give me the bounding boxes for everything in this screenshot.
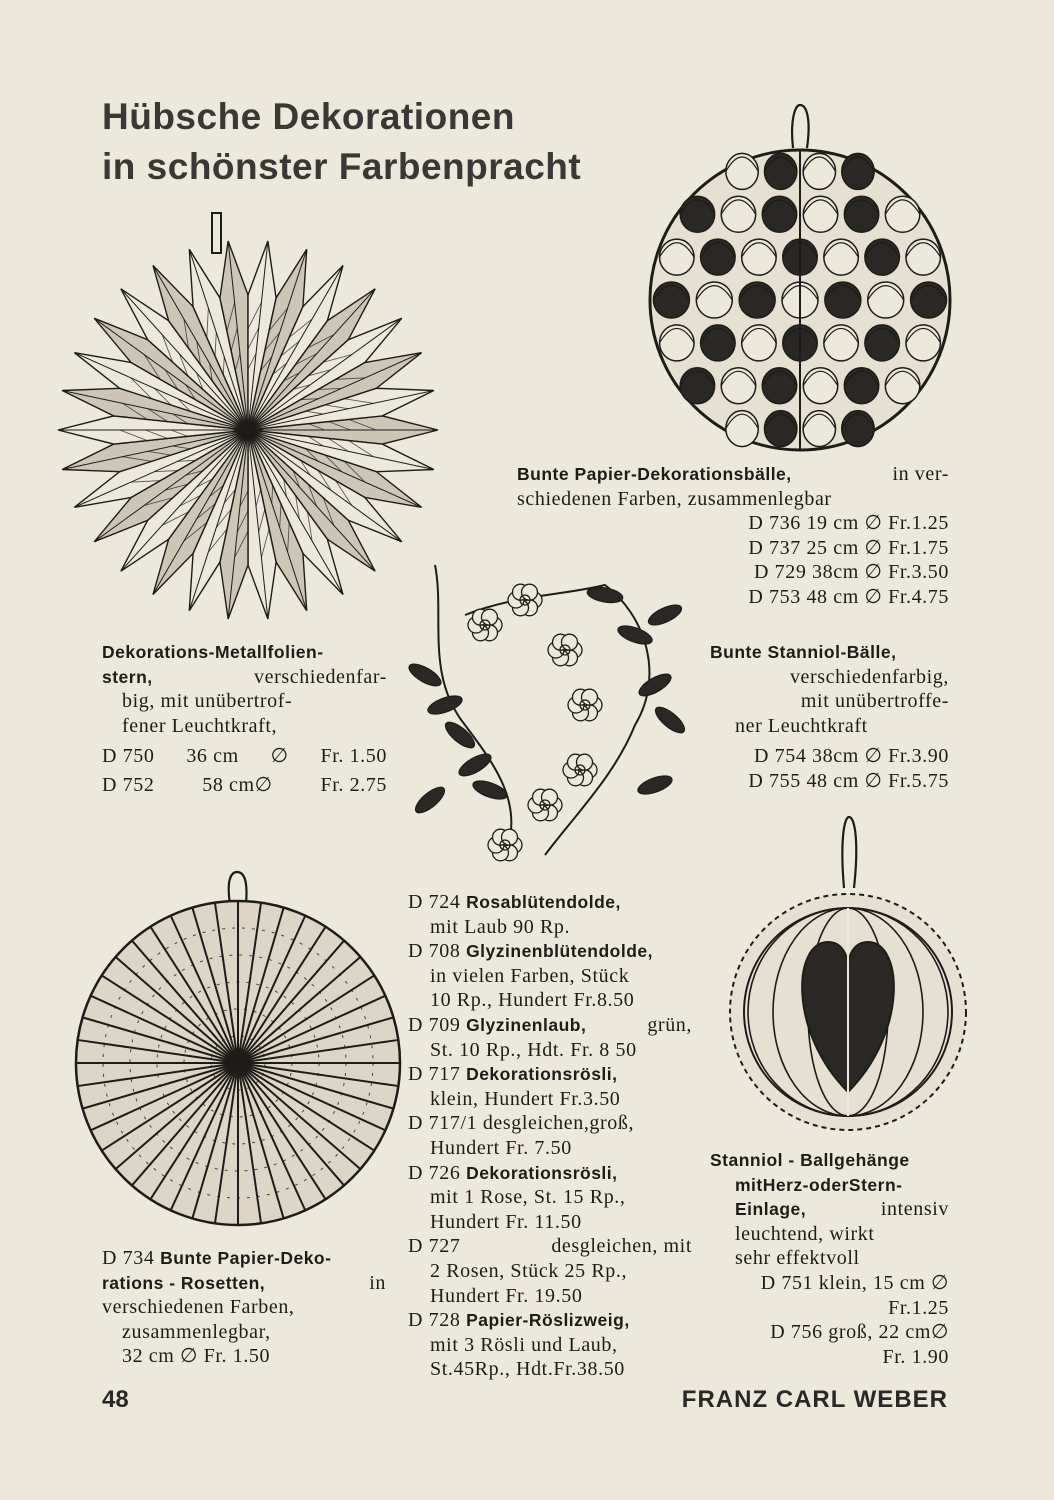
item-d708: [408, 939, 692, 1013]
item-text: 10 Rp., Hundert Fr.8.50: [430, 989, 635, 1012]
garland-leaf: [636, 670, 674, 700]
stanniolbaelle-line-2: verschiedenfarbig,: [789, 665, 949, 688]
star-hanger: [212, 213, 221, 253]
price-row-d751-price: Fr.1.25: [888, 1296, 949, 1319]
ballgehaenge-line-3: [710, 1197, 949, 1222]
item-text: St. 10 Rp., Hdt. Fr. 8 50: [430, 1038, 637, 1061]
item-text: desgleichen, mit: [551, 1235, 692, 1258]
ball-cell: [721, 368, 755, 404]
ball-hanger: [792, 105, 808, 148]
rosetten-name-end: rations - Rosetten,: [102, 1272, 266, 1293]
papierbaelle-description: [517, 462, 949, 610]
item-d726: [408, 1161, 692, 1235]
ball-cell: [803, 368, 837, 404]
item-code: D 708: [408, 940, 461, 963]
price-value: Fr. 1.50: [320, 745, 387, 768]
ball-cell: [885, 368, 919, 404]
price-value: Fr. 2.75: [320, 773, 387, 796]
ball-cell: [696, 282, 732, 318]
page-number: 48: [102, 1386, 129, 1413]
price-row-d756-price: Fr. 1.90: [882, 1345, 949, 1368]
ballgehaenge-name-2: mitHerz-oderStern-: [735, 1174, 903, 1195]
garland-leaf: [412, 783, 449, 817]
rosetten-line-1: [102, 1246, 386, 1271]
item-code: D 724: [408, 891, 461, 913]
papierbaelle-line-2: schiedenen Farben, zusammenlegbar: [517, 487, 832, 510]
price-row-d753: D 753 48 cm ∅ Fr.4.75: [748, 585, 949, 608]
ball-cell: [825, 282, 861, 318]
stanniolbaelle-description: [710, 640, 949, 794]
price-size: 58 cm∅: [202, 773, 273, 796]
price-row-d736: D 736 19 cm ∅ Fr.1.25: [748, 512, 949, 535]
ballgehaenge-text: intensiv: [880, 1198, 949, 1221]
item-code: D 717/1: [408, 1112, 478, 1135]
ball-cell: [906, 239, 940, 275]
rosetten-line-3: verschiedenen Farben,: [102, 1296, 295, 1319]
item-name: Rosablütendolde,: [466, 892, 621, 912]
metallfolienstern-line-3: big, mit unübertrof-: [122, 690, 293, 713]
ball-cell: [764, 411, 796, 447]
price-size: 36 cm: [186, 745, 239, 768]
price-row-d750: [102, 744, 387, 769]
garland-leaf: [406, 660, 444, 690]
garland-leaf: [471, 777, 510, 802]
rosetten-description: [102, 1246, 386, 1369]
metallfolienstern-line-2: [102, 665, 387, 690]
ball-cell: [842, 411, 874, 447]
metallfolienstern-description: [102, 640, 387, 798]
ball-cell: [865, 325, 899, 361]
item-d727: [408, 1234, 692, 1308]
star-center: [244, 426, 252, 434]
brand-name: FRANZ CARL WEBER: [681, 1386, 948, 1413]
ball-cell: [739, 282, 775, 318]
metallfolienstern-illustration: [48, 205, 448, 625]
item-name: Dekorationsrösli,: [466, 1162, 618, 1183]
ball-cell: [803, 411, 835, 447]
item-text: in vielen Farben, Stück: [430, 964, 630, 987]
item-text: grün,: [647, 1013, 692, 1036]
rosetten-text: in: [369, 1271, 386, 1294]
papierbaelle-text: in ver-: [892, 463, 949, 485]
ballgehaenge-line-4: leuchtend, wirkt: [735, 1222, 875, 1245]
item-name: Glyzinenblütendolde,: [466, 941, 654, 962]
price-row-d754: D 754 38cm ∅ Fr.3.90: [754, 745, 949, 768]
papierbaelle-name: Bunte Papier-Dekorationsbälle,: [517, 464, 792, 484]
garland-leaf: [456, 750, 494, 780]
title-line-1: Hübsche Dekorationen: [102, 96, 515, 137]
item-text: Hundert Fr. 7.50: [430, 1136, 572, 1159]
ball-cell: [762, 368, 796, 404]
ball-cell: [824, 239, 858, 275]
item-text: Hundert Fr. 11.50: [430, 1210, 582, 1233]
ball-cell: [742, 325, 776, 361]
price-row-d755: D 755 48 cm ∅ Fr.5.75: [748, 769, 949, 792]
mitte-description: [408, 890, 692, 1382]
garland-leaf: [636, 772, 675, 797]
rosetten-name: Bunte Papier-Deko-: [160, 1248, 332, 1268]
metallfolienstern-text: verschiedenfar-: [254, 665, 387, 688]
garland-leaf: [426, 692, 465, 717]
ball-cell: [680, 196, 714, 232]
item-name: Dekorationsrösli,: [466, 1064, 618, 1085]
page-title: [102, 92, 581, 192]
ball-cell: [726, 153, 758, 189]
rosetten-line-4: zusammenlegbar,: [122, 1320, 271, 1343]
ball-cell: [680, 368, 714, 404]
ball-cell: [906, 325, 940, 361]
price-row-d729: D 729 38cm ∅ Fr.3.50: [754, 561, 949, 584]
papierbaelle-line-1: [517, 462, 949, 487]
ball-cell: [885, 196, 919, 232]
price-row-d751: D 751 klein, 15 cm ∅: [760, 1271, 949, 1294]
item-text: mit 3 Rösli und Laub,: [430, 1333, 618, 1356]
price-row-d756: D 756 groß, 22 cm∅: [770, 1321, 949, 1344]
item-d724: [408, 890, 692, 939]
ball-cell: [868, 282, 904, 318]
metallfolienstern-name: Dekorations-Metallfolien-: [102, 642, 324, 662]
item-code: D 717: [408, 1063, 461, 1086]
item-text: 2 Rosen, Stück 25 Rp.,: [430, 1259, 628, 1282]
price-row-d752: [102, 773, 387, 798]
ball-cell: [844, 368, 878, 404]
ball-cell: [660, 325, 694, 361]
ball-cell: [653, 282, 689, 318]
title-line-2: in schönster Farbenpracht: [102, 146, 582, 187]
stanniolbaelle-line-4: ner Leuchtkraft: [735, 714, 868, 737]
ball-cell: [842, 153, 874, 189]
item-name: Papier-Röslizweig,: [466, 1310, 630, 1331]
ball-cell: [911, 282, 947, 318]
price-code: D 750: [102, 745, 155, 768]
ball-cell: [764, 153, 796, 189]
ball-cell: [803, 196, 837, 232]
item-code: D 709: [408, 1013, 461, 1036]
metallfolienstern-name-end: stern,: [102, 666, 153, 687]
ball-cell: [726, 411, 758, 447]
rosetten-code: D 734: [102, 1247, 155, 1269]
item-text: desgleichen,groß,: [482, 1112, 635, 1135]
ball-cell: [824, 325, 858, 361]
item-text: klein, Hundert Fr.3.50: [430, 1087, 621, 1110]
stanniolbaelle-line-3: mit unübertroffe-: [800, 690, 949, 713]
ball-cell: [865, 239, 899, 275]
ball-cell: [701, 325, 735, 361]
ball-cell: [721, 196, 755, 232]
ball-cell: [742, 239, 776, 275]
item-name: Glyzinenlaub,: [466, 1014, 587, 1035]
ballgehaenge-line-5: sehr effektvoll: [735, 1247, 860, 1270]
ball-cell: [762, 196, 796, 232]
rosetten-line-2: [102, 1271, 386, 1296]
ball-cell: [803, 153, 835, 189]
price-code: D 752: [102, 773, 155, 796]
item-d717: [408, 1062, 692, 1111]
ballgehaenge-description: [710, 1148, 949, 1369]
item-text: St.45Rp., Hdt.Fr.38.50: [430, 1358, 625, 1381]
price-row-d737: D 737 25 cm ∅ Fr.1.75: [748, 536, 949, 559]
rosette-hanger: [229, 872, 247, 904]
ballgehaenge-name-3: Einlage,: [735, 1199, 807, 1220]
ballgehaenge-name-1: Stanniol - Ballgehänge: [710, 1150, 910, 1170]
garland-leaf: [652, 703, 689, 737]
ball-cell: [701, 239, 735, 275]
metallfolienstern-line-4: fener Leuchtkraft,: [122, 714, 278, 737]
item-code: D 728: [408, 1309, 461, 1332]
papier-dekorationsball-illustration: [635, 100, 965, 460]
stanniolbaelle-name: Bunte Stanniol-Bälle,: [710, 642, 897, 662]
item-text: mit Laub 90 Rp.: [430, 915, 571, 938]
item-code: D 726: [408, 1161, 461, 1184]
hang-loop: [842, 817, 856, 888]
item-d728: [408, 1308, 692, 1382]
ball-cell: [844, 196, 878, 232]
papier-rosette-illustration: [60, 868, 420, 1238]
garland-leaf: [616, 622, 655, 647]
item-text: mit 1 Rose, St. 15 Rp.,: [430, 1186, 626, 1209]
ball-cell: [660, 239, 694, 275]
item-d709: [408, 1013, 692, 1062]
item-text: Hundert Fr. 19.50: [430, 1284, 583, 1307]
item-code: D 727: [408, 1235, 461, 1258]
rosetten-price: 32 cm ∅ Fr. 1.50: [122, 1345, 271, 1368]
item-d717-1: [408, 1111, 692, 1160]
diameter-symbol: ∅: [270, 745, 289, 768]
stanniol-ballgehaenge-illustration: [718, 812, 978, 1142]
